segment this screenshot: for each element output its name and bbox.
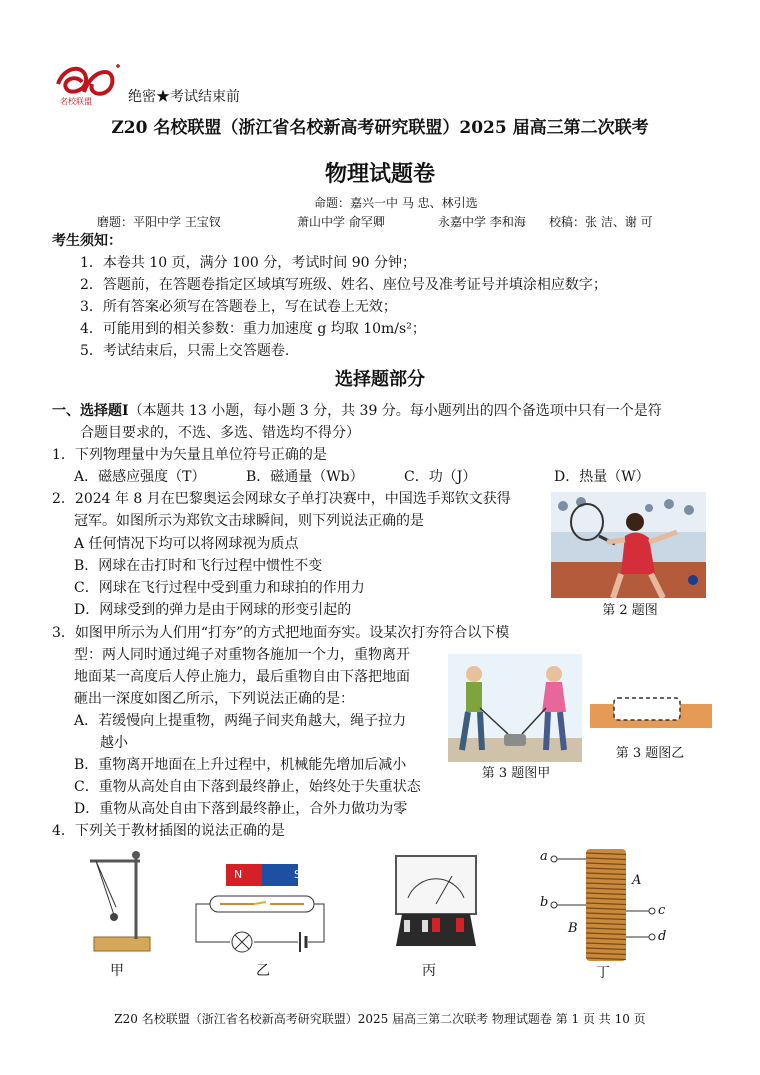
magnet-n-label: N [234, 868, 243, 881]
q2-stem: 2．2024 年 8 月在巴黎奥运会网球女子单打决赛中，中国选手郑钦文获得 [52, 491, 511, 507]
exam-title: Z20 名校联盟（浙江省名校新高考研究联盟）2025 届高三第二次联考 [111, 118, 649, 138]
proofreader: 校稿：张 洁、谢 可 [549, 215, 653, 229]
notice-title: 考生须知： [52, 233, 122, 249]
q3-stem-cont: 型：两人同时通过绳子对重物各施加一个力，重物离开 [74, 647, 410, 663]
coil-label-c: c [658, 903, 666, 918]
q3-option-c: C．重物从高处自由下落到最终静止，始终处于失重状态 [74, 779, 421, 795]
part-intro-cont: 合题目要求的，不选、多选、错选均不得分） [80, 425, 360, 441]
q3-stem-cont: 砸出一深度如图乙所示，下列说法正确的是： [74, 691, 354, 707]
part-intro-text: （本题共 13 小题，每小题 3 分，共 39 分。每小题列出的四个备选项中只有一个是符 [128, 403, 662, 419]
reviewer-1: 磨题：平阳中学 王宝钗 [97, 215, 221, 229]
q4-figure-pendulum [86, 845, 166, 957]
q4-figure-coil [540, 845, 670, 965]
confidential-mark: 绝密★考试结束前 [128, 89, 240, 105]
notice-item: 4．可能用到的相关参数：重力加速度 g 均取 10m/s²； [80, 321, 426, 337]
logo-text: 名校联盟 [60, 97, 92, 106]
q4-label-yi: 乙 [256, 963, 270, 979]
q2-option-d: D．网球受到的弹力是由于网球的形变引起的 [74, 602, 352, 618]
q4-stem: 4．下列关于教材插图的说法正确的是 [52, 823, 285, 839]
q3-caption-b: 第 3 题图乙 [615, 746, 685, 761]
q4-figure-circuit [190, 860, 330, 956]
q2-option-b: B．网球在击打时和飞行过程中惯性不变 [74, 558, 323, 574]
q1-option-b: B．磁通量（Wb） [246, 469, 364, 485]
reviewer-3: 永嘉中学 李和海 [438, 215, 526, 229]
q1-option-d: D．热量（W） [554, 469, 650, 485]
q3-option-a-cont: 越小 [100, 735, 128, 751]
author-line: 命题：嘉兴一中 马 忠、林引选 [314, 196, 478, 210]
coil-label-upper: A [632, 873, 642, 888]
q1-option-c: C．功（J） [404, 469, 477, 485]
q2-option-c: C．网球在飞行过程中受到重力和球拍的作用力 [74, 580, 365, 596]
q1-option-a: A．磁感应强度（T） [74, 469, 206, 485]
q3-option-b: B．重物离开地面在上升过程中，机械能先增加后减小 [74, 757, 407, 773]
q4-figure-meter [394, 854, 478, 950]
page-footer: Z20 名校联盟（浙江省名校新高考研究联盟）2025 届高三第二次联考 物理试题卷 第 1 页 共 10 页 [114, 1012, 646, 1026]
coil-label-lower: B [568, 921, 578, 936]
q2-tennis-photo [551, 492, 706, 598]
q3-figure-b [590, 694, 712, 730]
magnet-s-label: S [294, 868, 301, 881]
q3-option-a: A．若缓慢向上提重物，两绳子间夹角越大，绳子拉力 [74, 713, 407, 729]
q2-caption: 第 2 题图 [602, 603, 658, 618]
section-title: 选择题部分 [335, 369, 425, 390]
part-label: 一、选择题Ⅰ [52, 403, 129, 419]
reviewer-2: 萧山中学 俞罕卿 [297, 215, 385, 229]
q3-stem: 3．如图甲所示为人们用“打夯”的方式把地面夯实。设某次打夯符合以下模 [52, 625, 510, 641]
q3-stem-cont: 地面某一高度后人停止施力，最后重物自由下落把地面 [74, 669, 410, 685]
q4-label-jia: 甲 [110, 963, 124, 979]
notice-item: 5．考试结束后，只需上交答题卷. [80, 343, 290, 359]
q4-label-bing: 丙 [422, 963, 436, 979]
subject-title: 物理试题卷 [324, 161, 435, 187]
part-intro [52, 400, 662, 422]
q3-caption-a: 第 3 题图甲 [481, 766, 551, 781]
q2-option-a: A 任何情况下均可以将网球视为质点 [74, 536, 299, 552]
q2-stem-cont: 冠军。如图所示为郑钦文击球瞬间，则下列说法正确的是 [74, 513, 424, 529]
logo [52, 62, 122, 108]
q1-stem: 1．下列物理量中为矢量且单位符号正确的是 [52, 447, 327, 463]
q4-label-ding: 丁 [596, 965, 610, 981]
q3-option-d: D．重物从高处自由下落到最终静止，合外力做功为零 [74, 801, 408, 817]
notice-item: 3．所有答案必须写在答题卷上，写在试卷上无效； [80, 299, 397, 315]
q3-figure-a [448, 654, 582, 762]
coil-label-b: b [540, 895, 549, 910]
coil-label-d: d [658, 929, 667, 944]
notice-item: 2．答题前，在答题卷指定区域填写班级、姓名、座位号及准考证号并填涂相应数字； [80, 277, 607, 293]
notice-item: 1．本卷共 10 页，满分 100 分，考试时间 90 分钟； [80, 255, 416, 271]
coil-label-a: a [540, 849, 548, 864]
